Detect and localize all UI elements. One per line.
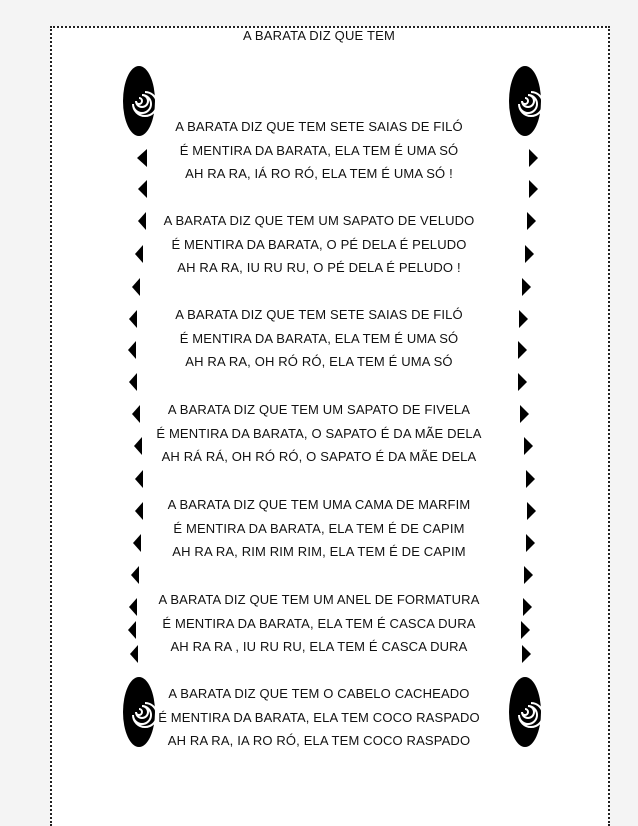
- triangle-icon: [132, 405, 140, 423]
- stanza-line: É MENTIRA DA BARATA, ELA TEM É CASCA DURA: [162, 615, 476, 631]
- spiral-icon: [123, 66, 157, 136]
- triangle-icon: [526, 470, 535, 488]
- triangle-icon: [135, 245, 143, 263]
- stanza-line: É MENTIRA DA BARATA, ELA TEM É UMA SÓ: [179, 330, 459, 346]
- stanza-line: A BARATA DIZ QUE TEM UM SAPATO DE VELUDO: [163, 213, 475, 228]
- stanza-line: É MENTIRA DA BARATA, O SAPATO É DA MÃE DELA: [156, 425, 482, 441]
- stanza-line: A BARATA DIZ QUE TEM O CABELO CACHEADO: [168, 686, 470, 701]
- triangle-icon: [132, 278, 140, 296]
- triangle-icon: [134, 437, 142, 455]
- stanza-line: AH RA RA , IU RU RU, ELA TEM É CASCA DURA: [170, 639, 468, 654]
- triangle-icon: [129, 310, 137, 328]
- spiral-icon: [123, 677, 157, 747]
- triangle-icon: [521, 621, 530, 639]
- triangle-icon: [137, 149, 147, 167]
- triangle-icon: [520, 405, 529, 423]
- triangle-icon: [519, 310, 528, 328]
- stanza-line: AH RA RA, IÁ RO RÓ, ELA TEM É UMA SÓ !: [185, 166, 453, 181]
- triangle-icon: [138, 212, 146, 230]
- triangle-icon: [135, 502, 143, 520]
- triangle-icon: [522, 278, 531, 296]
- triangle-icon: [518, 373, 527, 391]
- triangle-icon: [522, 645, 531, 663]
- stanza-line: AH RA RA, OH RÓ RÓ, ELA TEM É UMA SÓ: [185, 354, 453, 369]
- triangle-icon: [131, 566, 139, 584]
- stanza-line: A BARATA DIZ QUE TEM UM ANEL DE FORMATURA: [158, 592, 480, 607]
- triangle-icon: [129, 373, 137, 391]
- triangle-icon: [133, 534, 141, 552]
- stanza-line: A BARATA DIZ QUE TEM SETE SAIAS DE FILÓ: [175, 307, 463, 322]
- document-title: A BARATA DIZ QUE TEM: [242, 28, 396, 43]
- triangle-icon: [524, 566, 533, 584]
- triangle-icon: [138, 180, 147, 198]
- triangle-icon: [129, 598, 137, 616]
- triangle-icon: [518, 341, 527, 359]
- stanza-line: A BARATA DIZ QUE TEM UMA CAMA DE MARFIM: [167, 497, 471, 512]
- spiral-icon: [509, 66, 543, 136]
- stanza-line: A BARATA DIZ QUE TEM UM SAPATO DE FIVELA: [167, 402, 471, 417]
- triangle-icon: [525, 245, 534, 263]
- triangle-icon: [527, 502, 536, 520]
- stanza-line: AH RA RA, IU RU RU, O PÉ DELA É PELUDO !: [177, 260, 461, 275]
- stanza-line: A BARATA DIZ QUE TEM SETE SAIAS DE FILÓ: [175, 119, 463, 134]
- stanza-line: AH RÁ RÁ, OH RÓ RÓ, O SAPATO É DA MÃE DELA: [161, 449, 477, 464]
- triangle-icon: [529, 180, 538, 198]
- triangle-icon: [135, 470, 143, 488]
- triangle-icon: [128, 341, 136, 359]
- triangle-icon: [130, 645, 138, 663]
- triangle-icon: [527, 212, 536, 230]
- stanza-line: AH RA RA, IA RO RÓ, ELA TEM COCO RASPADO: [167, 733, 471, 748]
- stanza-line: É MENTIRA DA BARATA, ELA TEM É DE CAPIM: [173, 520, 465, 536]
- triangle-icon: [128, 621, 136, 639]
- stanza-line: É MENTIRA DA BARATA, ELA TEM É UMA SÓ: [179, 142, 459, 158]
- triangle-icon: [523, 598, 532, 616]
- spiral-icon: [509, 677, 543, 747]
- triangle-icon: [529, 149, 538, 167]
- triangle-icon: [526, 534, 535, 552]
- stanza-line: AH RA RA, RIM RIM RIM, ELA TEM É DE CAPIM: [172, 544, 466, 559]
- triangle-icon: [524, 437, 533, 455]
- stanza-line: É MENTIRA DA BARATA, O PÉ DELA É PELUDO: [171, 236, 467, 252]
- stanza-line: É MENTIRA DA BARATA, ELA TEM COCO RASPADO: [158, 709, 480, 725]
